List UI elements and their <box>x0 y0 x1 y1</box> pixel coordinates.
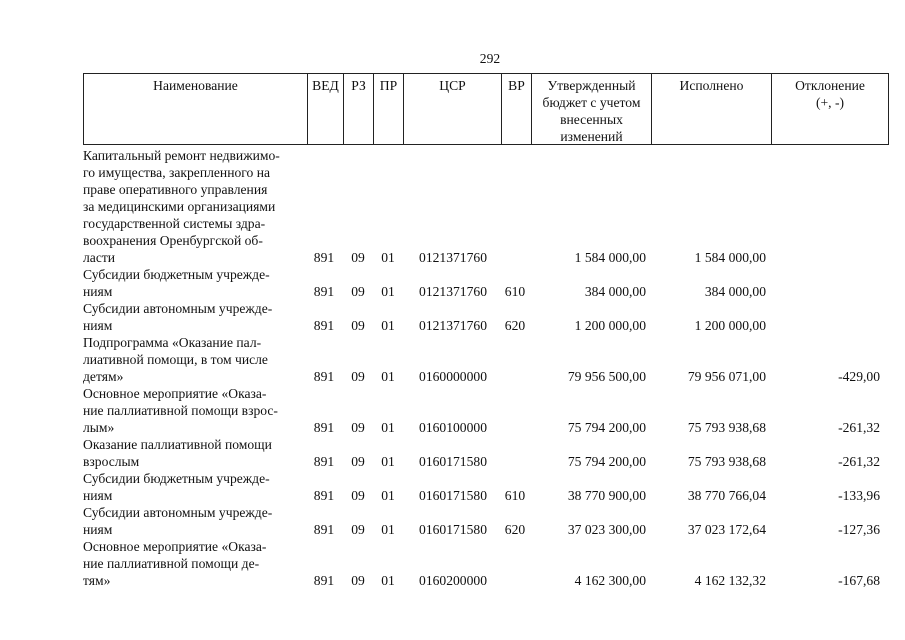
row-executed: 4 162 132,32 <box>694 573 766 588</box>
row-name: Субсидии автономным учрежде- ниям <box>83 301 273 333</box>
row-deviation: -261,32 <box>838 420 880 435</box>
row-name: Субсидии автономным учрежде- ниям <box>83 505 273 537</box>
row-vr: 610 <box>504 488 526 503</box>
row-ved: 891 <box>313 488 335 503</box>
header-vr: ВР <box>502 74 532 144</box>
row-budget: 37 023 300,00 <box>567 522 646 537</box>
row-ved: 891 <box>313 573 335 588</box>
row-pr: 01 <box>381 522 395 537</box>
table-row <box>0 300 905 334</box>
row-ved: 891 <box>313 369 335 384</box>
header-budget: Утвержденный бюджет с учетом внесенных изменений <box>532 74 652 144</box>
row-executed: 75 793 938,68 <box>687 420 766 435</box>
row-vr: 620 <box>504 318 526 333</box>
row-rz: 09 <box>351 420 365 435</box>
page-number: 292 <box>479 51 501 66</box>
header-deviation: Отклонение (+, -) <box>795 78 865 110</box>
table-row <box>0 266 905 300</box>
row-csr: 0160100000 <box>419 420 487 435</box>
row-executed: 1 200 000,00 <box>694 318 766 333</box>
row-csr: 0160171580 <box>419 522 487 537</box>
row-pr: 01 <box>381 454 395 469</box>
row-executed: 1 584 000,00 <box>694 250 766 265</box>
row-ved: 891 <box>313 420 335 435</box>
row-budget: 75 794 200,00 <box>567 420 646 435</box>
row-budget: 38 770 900,00 <box>567 488 646 503</box>
header-name: Наименование <box>84 74 308 144</box>
row-deviation: -127,36 <box>838 522 880 537</box>
row-executed: 79 956 071,00 <box>687 369 766 384</box>
row-ved: 891 <box>313 454 335 469</box>
row-name: Подпрограмма «Оказание пал- лиативной помощи, в том числе детям» <box>83 335 268 384</box>
row-csr: 0160200000 <box>419 573 487 588</box>
row-executed: 38 770 766,04 <box>687 488 766 503</box>
header-ved: ВЕД <box>308 74 344 144</box>
row-csr: 0121371760 <box>419 284 487 299</box>
row-csr: 0121371760 <box>419 250 487 265</box>
header-pr: ПР <box>374 74 404 144</box>
row-deviation: -133,96 <box>838 488 880 503</box>
table-header <box>83 73 889 145</box>
row-budget: 384 000,00 <box>584 284 646 299</box>
table-row <box>0 504 905 538</box>
header-executed: Исполнено <box>652 74 772 144</box>
row-csr: 0121371760 <box>419 318 487 333</box>
row-ved: 891 <box>313 522 335 537</box>
row-budget: 1 200 000,00 <box>574 318 646 333</box>
row-name: Основное мероприятие «Оказа- ние паллиативной помощи де- тям» <box>83 539 267 588</box>
row-executed: 37 023 172,64 <box>687 522 766 537</box>
table-row <box>0 470 905 504</box>
row-vr: 620 <box>504 522 526 537</box>
row-rz: 09 <box>351 573 365 588</box>
row-name: Основное мероприятие «Оказа- ние паллиативной помощи взрос- лым» <box>83 386 278 435</box>
table-row <box>0 385 905 436</box>
table-row <box>0 436 905 470</box>
row-pr: 01 <box>381 284 395 299</box>
row-budget: 1 584 000,00 <box>574 250 646 265</box>
row-vr: 610 <box>504 284 526 299</box>
row-pr: 01 <box>381 250 395 265</box>
row-rz: 09 <box>351 454 365 469</box>
row-executed: 75 793 938,68 <box>687 454 766 469</box>
header-csr: ЦСР <box>404 74 502 144</box>
row-csr: 0160171580 <box>419 488 487 503</box>
row-ved: 891 <box>313 318 335 333</box>
table-row <box>0 538 905 589</box>
row-rz: 09 <box>351 522 365 537</box>
row-csr: 0160171580 <box>419 454 487 469</box>
row-budget: 79 956 500,00 <box>567 369 646 384</box>
row-pr: 01 <box>381 318 395 333</box>
row-rz: 09 <box>351 369 365 384</box>
row-deviation: -429,00 <box>838 369 880 384</box>
row-rz: 09 <box>351 250 365 265</box>
row-deviation: -167,68 <box>838 573 880 588</box>
row-ved: 891 <box>313 284 335 299</box>
row-csr: 0160000000 <box>419 369 487 384</box>
row-executed: 384 000,00 <box>704 284 766 299</box>
row-name: Оказание паллиативной помощи взрослым <box>83 437 272 469</box>
row-rz: 09 <box>351 488 365 503</box>
row-name: Субсидии бюджетным учрежде- ниям <box>83 471 270 503</box>
header-rz: РЗ <box>344 74 374 144</box>
row-budget: 75 794 200,00 <box>567 454 646 469</box>
table-row <box>0 147 905 266</box>
row-rz: 09 <box>351 318 365 333</box>
row-rz: 09 <box>351 284 365 299</box>
table-row <box>0 334 905 385</box>
row-name: Субсидии бюджетным учрежде- ниям <box>83 267 270 299</box>
row-pr: 01 <box>381 420 395 435</box>
row-pr: 01 <box>381 369 395 384</box>
row-name: Капитальный ремонт недвижимо- го имущества, закрепленного на праве оперативного управления за медицинскими организациями государственной системы здра- воохранения Оренбургской об- ласти <box>83 148 280 265</box>
row-budget: 4 162 300,00 <box>574 573 646 588</box>
row-pr: 01 <box>381 573 395 588</box>
row-ved: 891 <box>313 250 335 265</box>
row-deviation: -261,32 <box>838 454 880 469</box>
row-pr: 01 <box>381 488 395 503</box>
